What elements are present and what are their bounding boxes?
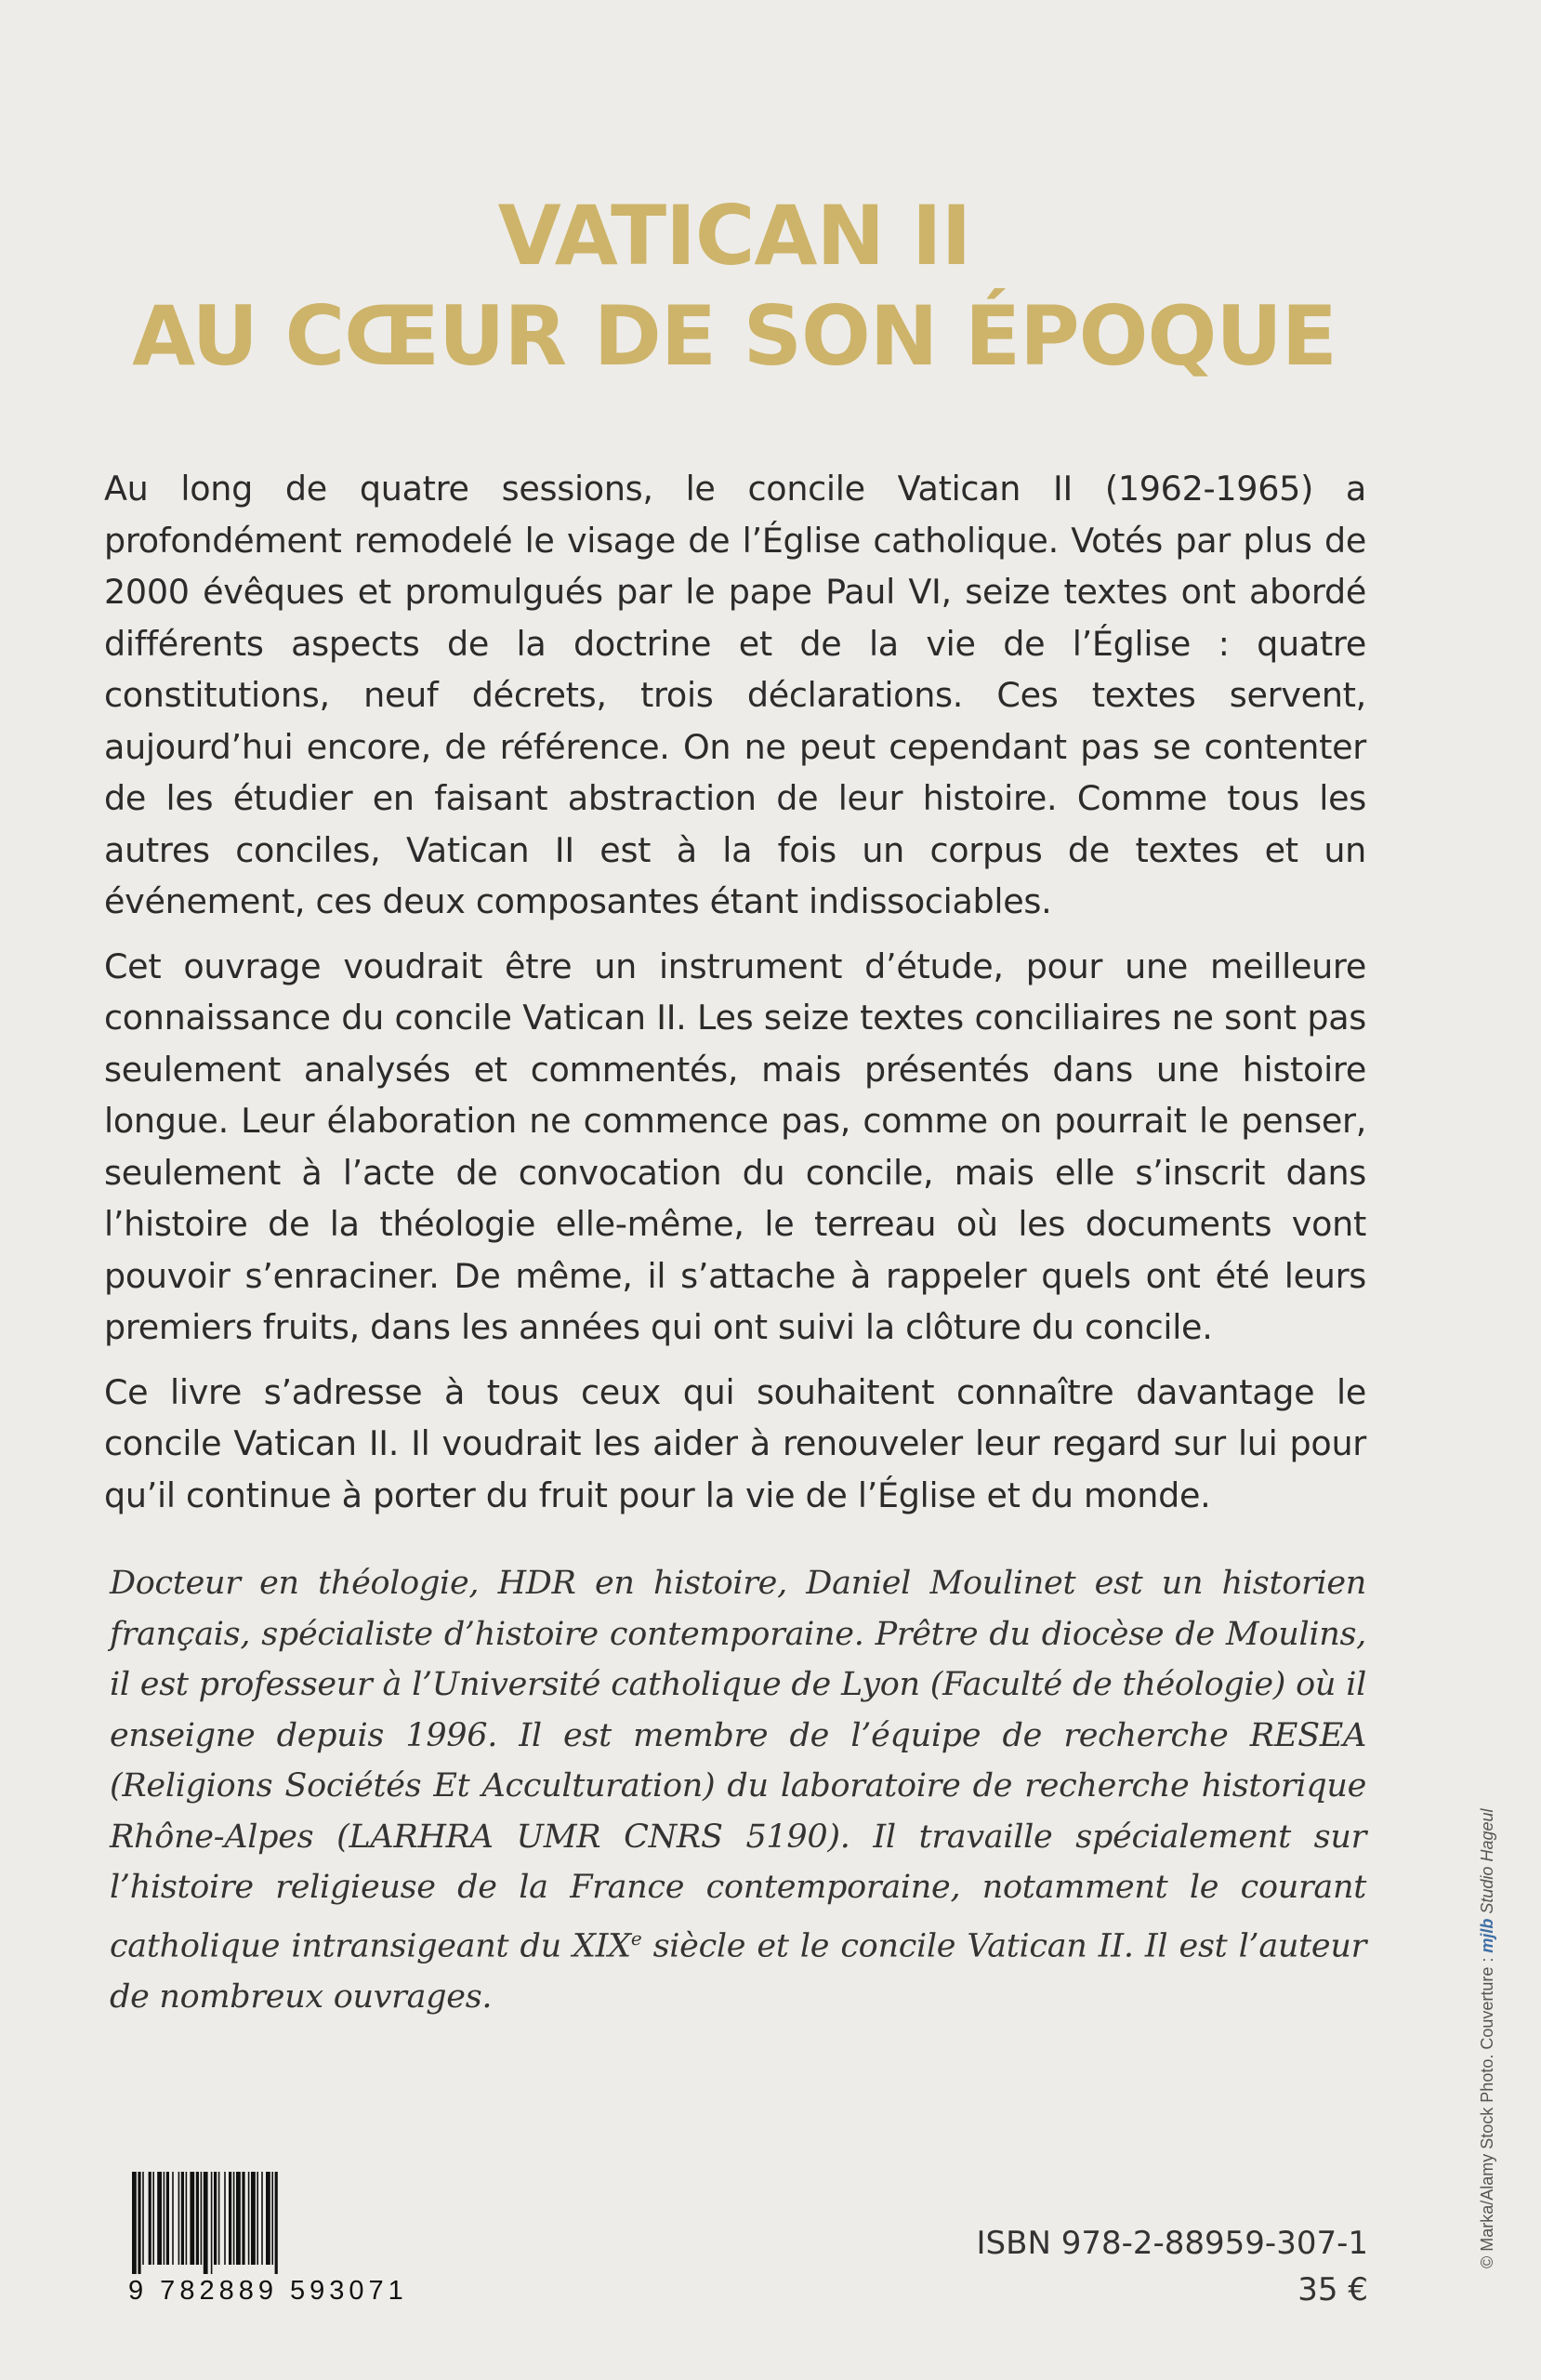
barcode-bar bbox=[196, 2172, 199, 2265]
barcode-bar bbox=[204, 2172, 208, 2274]
barcode-bar bbox=[181, 2172, 184, 2265]
book-summary bbox=[104, 463, 1366, 1534]
summary-paragraph-2: Cet ouvrage voudrait être un instrument d’étude, pour une meilleure connaissance du concile Vatican II. Les seize textes conciliaires ne sont pas seulement analysés et commentés, mais présentés dans une histoire longue. Leur élaboration ne commence pas, comme on pourrait le penser, seulement à l’acte de convocation du concile, mais elle s’inscrit dans l’histoire de la théologie elle-même, le terreau où les documents vont pouvoir s’enraciner. De même, il s’attache à rappeler quels ont été leurs premiers fruits, dans les années qui ont suivi la clôture du concile. bbox=[104, 945, 1366, 1347]
barcode-bar bbox=[157, 2172, 162, 2265]
barcode-bar bbox=[248, 2172, 250, 2265]
title-line-1: VATICAN II bbox=[497, 188, 971, 284]
barcode-bars bbox=[128, 2172, 398, 2274]
barcode-bar bbox=[172, 2172, 174, 2265]
photo-credit-text: © Marka/Alamy Stock Photo. Couverture : bbox=[1478, 1952, 1496, 2268]
barcode-bar bbox=[190, 2172, 194, 2265]
summary-paragraph-3: Ce livre s’adresse à tous ceux qui souhaitent connaître davantage le concile Vatican II. Il voudrait les aider à renouveler leur regard sur lui pour qu’il continue à porter du fruit pour la vie de l’Église et du monde. bbox=[104, 1371, 1366, 1515]
barcode-bar bbox=[266, 2172, 270, 2265]
barcode-bar bbox=[275, 2172, 278, 2274]
author-bio bbox=[110, 1558, 1366, 2022]
barcode-bar bbox=[211, 2172, 213, 2274]
barcode-digits: 9 782889 593071 bbox=[128, 2276, 408, 2306]
barcode-bar bbox=[186, 2172, 188, 2265]
barcode-bar bbox=[138, 2172, 140, 2274]
price: 35 € bbox=[1297, 2271, 1368, 2308]
barcode-bar bbox=[201, 2172, 203, 2265]
barcode-bar bbox=[152, 2172, 154, 2265]
barcode bbox=[128, 2166, 408, 2324]
studio-logo: mjlb bbox=[1478, 1918, 1496, 1953]
studio-name: Studio Hageul bbox=[1478, 1808, 1496, 1919]
title-line-2: AU CŒUR DE SON ÉPOQUE bbox=[132, 288, 1337, 384]
barcode-bar bbox=[166, 2172, 169, 2265]
barcode-bar bbox=[218, 2172, 220, 2265]
book-title bbox=[0, 186, 1469, 387]
summary-paragraph-1: Au long de quatre sessions, le concile Vatican II (1962-1965) a profondément remodelé le visage de l’Église catholique. Votés par plus de 2000 évêques et promulgués par le pape Paul VI, seize textes ont abordé différents aspects de la doctrine et de la vie de l’Église : quatre constitutions, neuf décrets, trois déclarations. Ces textes servent, aujourd’hui encore, de référence. On ne peut cependant pas se contenter de les étudier en faisant abstraction de leur histoire. Comme tous les autres conciles, Vatican II est à la fois un corpus de textes et un événement, ces deux composantes étant indissociables. bbox=[104, 469, 1366, 921]
barcode-bar bbox=[164, 2172, 165, 2265]
barcode-bar bbox=[236, 2172, 241, 2265]
author-bio-text-start: Docteur en théologie, HDR en histoire, Daniel Moulinet est un historien français, spécialiste d’histoire contemporaine. Prêtre du diocèse de Moulins, il est professeur à l’Université catholique de Lyon (Faculté de théologie) où il enseigne depuis 1996. Il est membre de l’équipe de recherche RESEA (Religions Sociétés Et Acculturation) du laboratoire de recherche historique Rhône-Alpes (LARHRA UMR CNRS 5190). Il travaille spécialement sur l’histoire religieuse de la France contemporaine, notamment le courant catholique intransigeant du XIX bbox=[110, 1565, 1366, 1965]
barcode-bar bbox=[214, 2172, 217, 2265]
barcode-bar bbox=[229, 2172, 231, 2265]
barcode-bar bbox=[242, 2172, 244, 2265]
isbn-block bbox=[977, 2220, 1368, 2313]
barcode-bar bbox=[142, 2172, 144, 2265]
barcode-bar bbox=[251, 2172, 256, 2265]
author-bio-paragraph bbox=[110, 1558, 1366, 2022]
barcode-bar bbox=[271, 2172, 273, 2265]
isbn-number: ISBN 978-2-88959-307-1 bbox=[976, 2225, 1368, 2262]
barcode-bar bbox=[132, 2172, 137, 2274]
barcode-bar bbox=[178, 2172, 180, 2265]
barcode-bar bbox=[233, 2172, 235, 2265]
barcode-bar bbox=[224, 2172, 226, 2265]
author-bio-text-end: siècle et le concile Vatican II. Il est l’auteur de nombreux ouvrages. bbox=[110, 1927, 1367, 2016]
barcode-bar bbox=[149, 2172, 151, 2265]
barcode-bar bbox=[257, 2172, 258, 2265]
photo-credit bbox=[1478, 1809, 1497, 2269]
barcode-bar bbox=[261, 2172, 263, 2265]
author-bio-superscript: e bbox=[630, 1926, 642, 1950]
